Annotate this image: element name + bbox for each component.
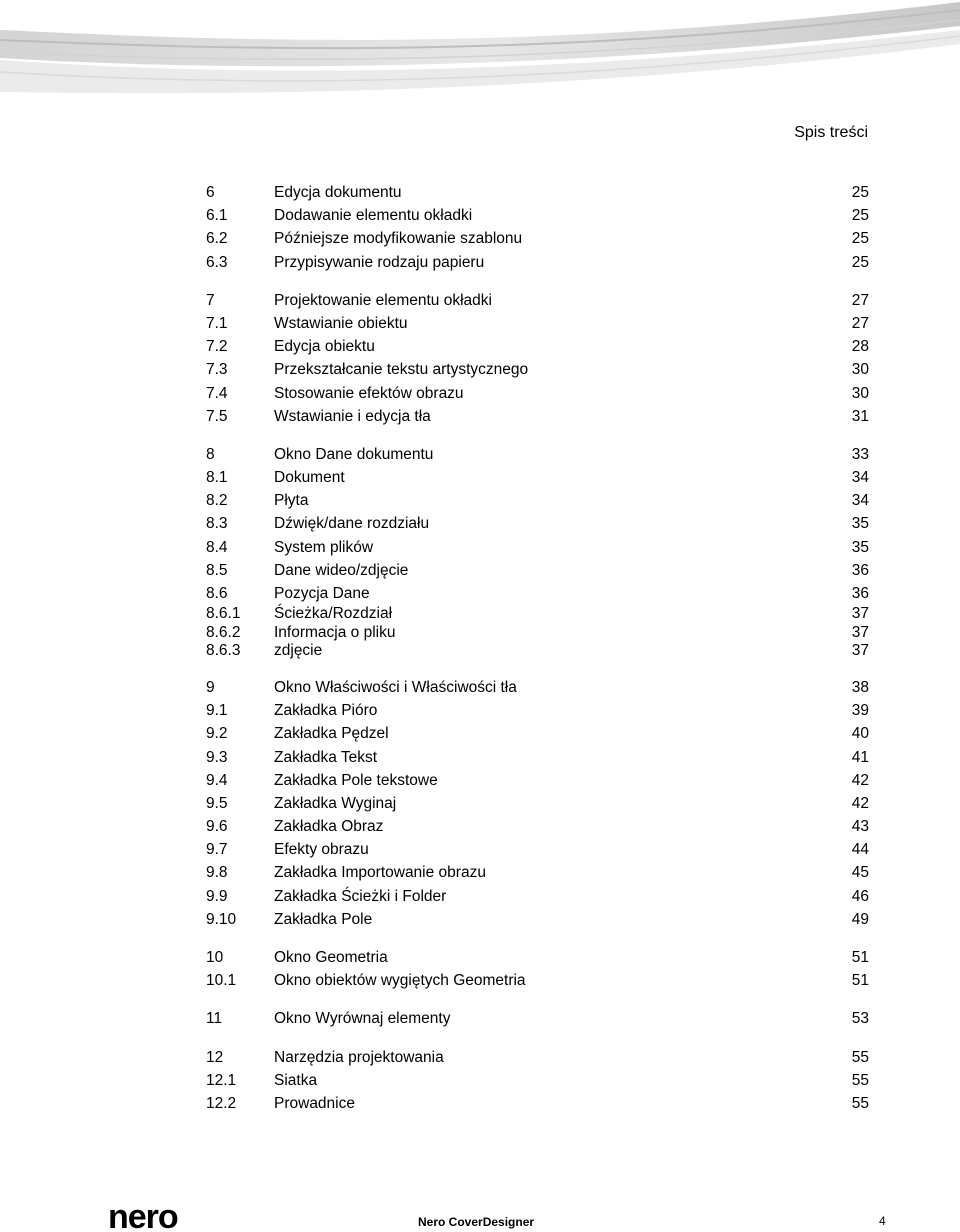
- toc-entry-title: Prowadnice: [274, 1094, 355, 1112]
- toc-entry[interactable]: [206, 1069, 869, 1092]
- toc-entry-title: Płyta: [274, 492, 309, 510]
- toc-entry-page: 42: [851, 771, 869, 789]
- toc-entry[interactable]: [206, 559, 869, 582]
- toc-entry[interactable]: [206, 1092, 869, 1115]
- toc-entry[interactable]: [206, 512, 869, 535]
- toc-entry-page: 39: [851, 702, 869, 720]
- toc-entry-page: 40: [851, 725, 869, 743]
- footer-product-name: Nero CoverDesigner: [418, 1215, 535, 1229]
- toc-entry[interactable]: [206, 861, 869, 884]
- toc-entry-page: 28: [851, 338, 869, 356]
- toc-entry-page: 41: [851, 748, 869, 766]
- toc-entry-title: Zakładka Importowanie obrazu: [274, 864, 486, 882]
- toc-entry-title: Okno Wyrównaj elementy: [274, 1010, 451, 1028]
- toc-entry-number: 8.4: [206, 538, 228, 556]
- toc-entry-number: 7.1: [206, 314, 228, 332]
- toc-entry-number: 8.6: [206, 585, 228, 602]
- toc-entry[interactable]: [206, 815, 869, 838]
- toc-entry-title: Późniejsze modyfikowanie szablonu: [274, 230, 523, 248]
- toc-entry-title: Zakładka Tekst: [274, 748, 378, 766]
- toc-entry-title: Stosowanie efektów obrazu: [274, 384, 464, 402]
- toc-entry-number: 10.1: [206, 972, 237, 990]
- toc-entry-page: 51: [851, 972, 869, 990]
- toc-entry-page: 49: [851, 910, 869, 928]
- toc-entry-number: 6.2: [206, 230, 228, 248]
- toc-group: [206, 676, 869, 931]
- toc-entry-title: Pozycja Dane: [274, 585, 370, 602]
- toc-entry-title: System plików: [274, 538, 374, 556]
- toc-entry[interactable]: [206, 335, 869, 358]
- toc-entry[interactable]: [206, 405, 869, 428]
- toc-entry-title: Okno Dane dokumentu: [274, 445, 434, 463]
- toc-group: [206, 443, 869, 661]
- toc-entry-title: Zakładka Pole: [274, 910, 373, 928]
- toc-entry-number: 8.6.2: [206, 623, 241, 641]
- toc-entry-title: Edycja obiektu: [274, 338, 375, 356]
- toc-entry-title: Zakładka Pędzel: [274, 725, 389, 743]
- toc-entry-number: 12.2: [206, 1094, 237, 1112]
- toc-entry-number: 9.10: [206, 910, 237, 928]
- toc-entry-number: 6.3: [206, 253, 228, 271]
- toc-entry-number: 8.6.3: [206, 642, 241, 660]
- toc-entry-title: Zakładka Ścieżki i Folder: [274, 887, 447, 905]
- toc-entry-number: 9.2: [206, 725, 228, 743]
- toc-entry-title: zdjęcie: [274, 642, 323, 660]
- toc-entry-page: 25: [851, 253, 869, 271]
- toc-entry-title: Dane wideo/zdjęcie: [274, 561, 409, 579]
- toc-entry-title: Informacja o pliku: [274, 623, 396, 641]
- toc-entry[interactable]: [206, 489, 869, 512]
- header-swoosh-decoration: [0, 0, 960, 110]
- toc-entry-number: 9.9: [206, 887, 228, 905]
- toc-entry-number: 12: [206, 1048, 224, 1066]
- toc-group: [206, 289, 869, 428]
- toc-entry-page: 36: [851, 585, 869, 602]
- toc-entry-title: Dodawanie elementu okładki: [274, 207, 473, 225]
- toc-entry[interactable]: [206, 358, 869, 381]
- toc-entry[interactable]: [206, 946, 869, 969]
- toc-entry[interactable]: [206, 885, 869, 908]
- toc-entry-number: 8.6.1: [206, 605, 241, 623]
- toc-entry[interactable]: [206, 769, 869, 792]
- toc-entry-number: 9.5: [206, 794, 228, 812]
- toc-entry-page: 53: [851, 1010, 869, 1028]
- toc-entry-page: 55: [851, 1048, 869, 1066]
- toc-entry-page: 37: [851, 605, 869, 623]
- toc-entry-number: 8.1: [206, 469, 228, 487]
- toc-entry-page: 43: [851, 818, 869, 836]
- toc-group: [206, 1046, 869, 1116]
- toc-entry-page: 45: [851, 864, 869, 882]
- toc-entry[interactable]: [206, 676, 869, 699]
- toc-entry-number: 9.4: [206, 771, 228, 789]
- toc-entry-title: Przekształcanie tekstu artystycznego: [274, 361, 529, 379]
- toc-entry-title: Narzędzia projektowania: [274, 1048, 444, 1066]
- toc-entry-page: 38: [851, 678, 869, 696]
- toc-entry[interactable]: [206, 466, 869, 489]
- toc-entry-number: 7.3: [206, 361, 228, 379]
- toc-entry-title: Dokument: [274, 469, 345, 487]
- toc-entry-title: Edycja dokumentu: [274, 184, 402, 201]
- toc-entry[interactable]: [206, 722, 869, 745]
- toc-entry-page: 35: [851, 515, 869, 533]
- toc-entry-title: Zakładka Wyginaj: [274, 794, 397, 812]
- toc-entry[interactable]: [206, 181, 869, 204]
- toc-entry-title: Zakładka Pole tekstowe: [274, 771, 438, 789]
- toc-entry[interactable]: [206, 312, 869, 335]
- footer-page-number: 4: [879, 1214, 886, 1228]
- toc-entry-page: 42: [851, 794, 869, 812]
- toc-entry-page: 37: [851, 642, 869, 660]
- toc-entry-title: Dźwięk/dane rozdziału: [274, 515, 430, 533]
- toc-entry-title: Zakładka Obraz: [274, 818, 384, 836]
- toc-entry-number: 8.3: [206, 515, 228, 533]
- toc-entry-number: 8.5: [206, 561, 228, 579]
- toc-entry[interactable]: [206, 642, 869, 661]
- toc-entry-page: 36: [851, 561, 869, 579]
- toc-entry[interactable]: [206, 382, 869, 405]
- toc-entry-page: 44: [851, 841, 869, 859]
- toc-entry-title: Siatka: [274, 1071, 318, 1089]
- toc-entry[interactable]: [206, 792, 869, 815]
- toc-entry[interactable]: [206, 289, 869, 312]
- toc-entry-number: 7.5: [206, 407, 228, 425]
- toc-entry-page: 30: [851, 361, 869, 379]
- toc-entry-number: 9.7: [206, 841, 228, 859]
- toc-entry-page: 34: [851, 469, 869, 487]
- toc-entry-number: 9.8: [206, 864, 228, 882]
- toc-entry-number: 9.3: [206, 748, 228, 766]
- toc-entry[interactable]: [206, 582, 869, 605]
- toc-entry-page: 46: [851, 887, 869, 905]
- toc-entry[interactable]: [206, 838, 869, 861]
- toc-entry-title: Okno Geometria: [274, 949, 388, 967]
- toc-entry[interactable]: [206, 746, 869, 769]
- toc-entry[interactable]: [206, 536, 869, 559]
- toc-entry-number: 9: [206, 678, 215, 696]
- toc-group: [206, 1007, 869, 1030]
- toc-entry[interactable]: [206, 227, 869, 250]
- toc-entry-number: 9.6: [206, 818, 228, 836]
- toc-entry-page: 55: [851, 1094, 869, 1112]
- svg-text:nero: nero: [108, 1202, 178, 1232]
- toc-entry-title: Okno Właściwości i Właściwości tła: [274, 678, 517, 696]
- toc-entry-title: Zakładka Pióro: [274, 702, 378, 720]
- toc-entry[interactable]: [206, 624, 869, 643]
- toc-entry-number: 11: [206, 1010, 223, 1028]
- toc-entry-number: 8: [206, 445, 215, 463]
- toc-entry-number: 7: [206, 291, 215, 309]
- toc-entry-page: 25: [851, 207, 869, 225]
- toc-entry-page: 34: [851, 492, 869, 510]
- toc-entry-title: Wstawianie obiektu: [274, 314, 408, 332]
- toc-group: [206, 181, 869, 274]
- toc-entry[interactable]: [206, 969, 869, 992]
- toc-entry-number: 6: [206, 184, 215, 201]
- toc-entry[interactable]: [206, 908, 869, 931]
- toc-entry-number: 12.1: [206, 1071, 237, 1089]
- toc-entry-title: Wstawianie i edycja tła: [274, 407, 431, 425]
- toc-entry-page: 25: [851, 230, 869, 248]
- toc-entry-page: 27: [851, 291, 869, 309]
- toc-entry-page: 35: [851, 538, 869, 556]
- table-of-contents: [206, 181, 869, 1130]
- toc-entry-page: 37: [851, 623, 869, 641]
- toc-entry-number: 6.1: [206, 207, 228, 225]
- toc-entry-page: 33: [851, 445, 869, 463]
- toc-entry-title: Przypisywanie rodzaju papieru: [274, 253, 485, 271]
- toc-entry-title: Efekty obrazu: [274, 841, 369, 859]
- section-title: Spis treści: [794, 124, 868, 141]
- toc-entry-page: 30: [851, 384, 869, 402]
- toc-entry-title: Projektowanie elementu okładki: [274, 291, 492, 309]
- toc-group: [206, 946, 869, 992]
- nero-logo: [108, 1202, 214, 1232]
- toc-entry[interactable]: [206, 251, 869, 274]
- toc-entry-number: 8.2: [206, 492, 228, 510]
- toc-entry-number: 7.4: [206, 384, 228, 402]
- toc-entry[interactable]: [206, 204, 869, 227]
- toc-entry-title: Ścieżka/Rozdział: [274, 605, 393, 623]
- toc-entry[interactable]: [206, 699, 869, 722]
- toc-entry-title: Okno obiektów wygiętych Geometria: [274, 972, 526, 990]
- toc-entry[interactable]: [206, 1007, 869, 1030]
- toc-entry-page: 27: [851, 314, 869, 332]
- toc-entry-page: 25: [851, 184, 869, 201]
- toc-entry-number: 7.2: [206, 338, 228, 356]
- toc-entry-number: 9.1: [206, 702, 228, 720]
- toc-entry-number: 10: [206, 949, 224, 967]
- toc-entry[interactable]: [206, 1046, 869, 1069]
- toc-entry[interactable]: [206, 605, 869, 624]
- toc-entry-page: 55: [851, 1071, 869, 1089]
- toc-entry-page: 51: [851, 949, 869, 967]
- toc-entry[interactable]: [206, 443, 869, 466]
- toc-entry-page: 31: [851, 407, 869, 425]
